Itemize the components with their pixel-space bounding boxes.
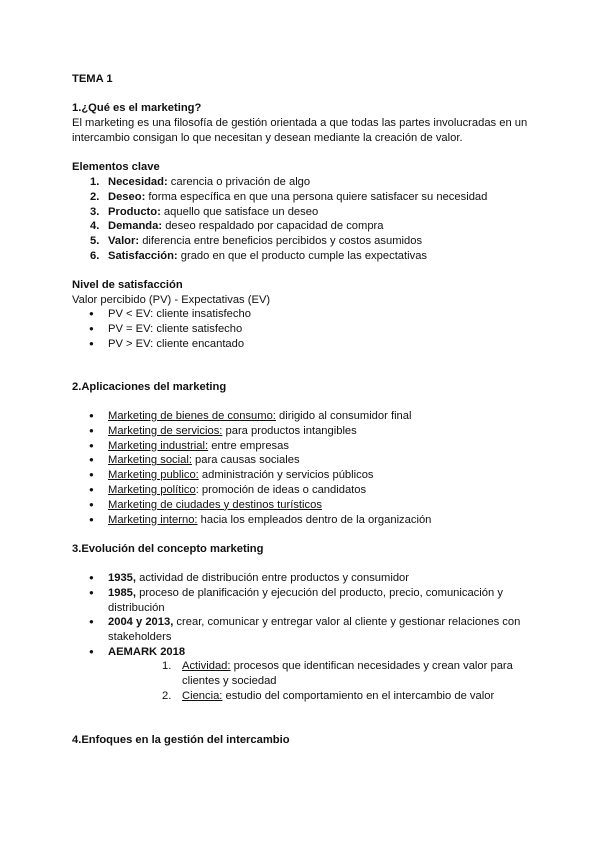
nivel-heading: Nivel de satisfacción	[72, 279, 183, 291]
list-item: ● Marketing de bienes de consumo: dirigido al consumidor final	[72, 409, 542, 424]
section-4-heading: 4.Enfoques en la gestión del intercambio	[72, 734, 290, 746]
nivel-formula: Valor percibido (PV) - Expectativas (EV)	[72, 294, 271, 306]
list-item: ● PV = EV: cliente satisfecho	[72, 322, 542, 337]
page-title: TEMA 1	[72, 73, 113, 85]
list-item: ● PV > EV: cliente encantado	[72, 337, 542, 352]
underlined-term: Marketing de ciudades y destinos turísticos	[108, 498, 322, 511]
underlined-term: Marketing industrial:	[108, 439, 209, 452]
list-item: 2. Deseo: forma específica en que una persona quiere satisfacer su necesidad	[90, 190, 488, 203]
list-item: ● AEMARK 2018	[72, 645, 542, 660]
list-item: ● 2004 y 2013, crear, comunicar y entregar valor al cliente y gestionar relaciones con stakeholders	[72, 615, 542, 645]
nivel-list	[72, 307, 542, 351]
aplicaciones-list	[72, 409, 542, 527]
list-item: 1. Necesidad: carencia o privación de algo	[90, 176, 311, 188]
elementos-list	[72, 175, 542, 264]
list-item: ● Marketing interno: hacia los empleados dentro de la organización	[72, 513, 542, 528]
list-item: 4. Demanda: deseo respaldado por capacidad de compra	[90, 220, 384, 233]
list-item: 5. Valor: diferencia entre beneficios percibidos y costos asumidos	[90, 235, 423, 248]
underlined-term: Ciencia:	[182, 689, 223, 702]
section-1-paragraph: El marketing es una filosofía de gestión orientada a que todas las partes involucradas en un intercambio consigan lo que necesitan y desean mediante la creación de valor.	[72, 117, 528, 144]
list-item: ● Marketing publico: administración y servicios públicos	[72, 468, 542, 483]
underlined-term: Marketing social:	[108, 454, 192, 467]
list-item: 1. Actividad: procesos que identifican necesidades y crean valor para clientes y sociedad	[162, 660, 513, 687]
list-item: 6. Satisfacción: grado en que el producto cumple las expectativas	[90, 249, 428, 262]
list-item	[72, 498, 542, 513]
underlined-term: Marketing publico:	[108, 469, 199, 482]
section-1-heading: 1.¿Qué es el marketing?	[72, 102, 202, 114]
list-item: 2. Ciencia: estudio del comportamiento en el intercambio de valor	[162, 689, 495, 702]
section-2-heading: 2.Aplicaciones del marketing	[72, 381, 227, 393]
aemark-sublist	[72, 659, 542, 703]
underlined-term: Marketing interno:	[108, 513, 198, 526]
list-item: ● Marketing político: promoción de ideas o candidatos	[72, 483, 542, 498]
list-item: 3. Producto: aquello que satisface un deseo	[90, 205, 319, 218]
section-3-heading: 3.Evolución del concepto marketing	[72, 543, 264, 555]
list-item: ● PV < EV: cliente insatisfecho	[72, 307, 542, 322]
elementos-heading: Elementos clave	[72, 161, 160, 173]
list-item: ● Marketing de servicios: para productos intangibles	[72, 424, 542, 439]
underlined-term: Marketing político	[108, 483, 196, 496]
list-item: ● 1935, actividad de distribución entre productos y consumidor	[72, 571, 542, 586]
list-item: ● Marketing industrial: entre empresas	[72, 439, 542, 454]
list-item: ● 1985, proceso de planificación y ejecución del producto, precio, comunicación y distribución	[72, 586, 542, 616]
underlined-term: Actividad:	[182, 660, 231, 672]
underlined-term: Marketing de bienes de consumo:	[108, 410, 276, 422]
evolucion-list	[72, 571, 542, 660]
underlined-term: Marketing de servicios:	[108, 424, 223, 437]
list-item: ● Marketing social: para causas sociales	[72, 453, 542, 468]
